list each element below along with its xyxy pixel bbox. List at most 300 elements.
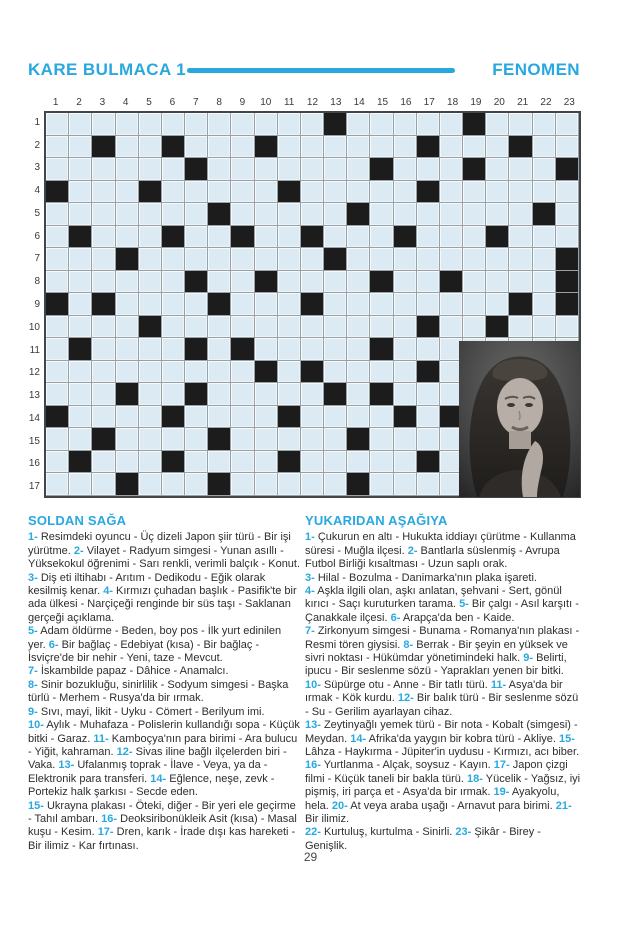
grid-cell[interactable]	[92, 248, 115, 271]
grid-cell[interactable]	[255, 451, 278, 474]
grid-cell[interactable]	[255, 316, 278, 339]
grid-cell[interactable]	[324, 451, 347, 474]
grid-cell[interactable]	[417, 203, 440, 226]
grid-cell[interactable]	[394, 338, 417, 361]
grid-cell[interactable]	[116, 203, 139, 226]
grid-cell[interactable]	[370, 136, 393, 159]
grid-cell[interactable]	[69, 406, 92, 429]
grid-cell[interactable]	[417, 293, 440, 316]
grid-cell[interactable]	[533, 136, 556, 159]
grid-cell[interactable]	[324, 406, 347, 429]
grid-cell[interactable]	[486, 136, 509, 159]
grid-cell[interactable]	[301, 203, 324, 226]
grid-cell[interactable]	[370, 248, 393, 271]
grid-cell[interactable]	[116, 226, 139, 249]
grid-cell[interactable]	[394, 158, 417, 181]
grid-cell[interactable]	[417, 248, 440, 271]
grid-cell[interactable]	[162, 361, 185, 384]
grid-cell[interactable]	[231, 158, 254, 181]
grid-cell[interactable]	[185, 316, 208, 339]
grid-cell[interactable]	[463, 226, 486, 249]
grid-cell[interactable]	[278, 158, 301, 181]
grid-cell[interactable]	[347, 158, 370, 181]
grid-cell[interactable]	[533, 271, 556, 294]
grid-cell[interactable]	[185, 203, 208, 226]
black-cell	[208, 473, 231, 496]
grid-cell[interactable]	[556, 226, 579, 249]
grid-cell[interactable]	[185, 473, 208, 496]
grid-cell[interactable]	[255, 293, 278, 316]
grid-cell[interactable]	[92, 181, 115, 204]
grid-cell[interactable]	[231, 293, 254, 316]
grid-cell[interactable]	[46, 248, 69, 271]
grid-cell[interactable]	[46, 338, 69, 361]
grid-cell[interactable]	[370, 293, 393, 316]
grid-cell[interactable]	[417, 158, 440, 181]
grid-cell[interactable]	[301, 158, 324, 181]
grid-cell[interactable]	[301, 473, 324, 496]
grid-cell[interactable]	[324, 361, 347, 384]
grid-cell[interactable]	[208, 451, 231, 474]
grid-cell[interactable]	[92, 203, 115, 226]
grid-cell[interactable]	[486, 181, 509, 204]
row-label: 9	[34, 298, 40, 310]
grid-cell[interactable]	[370, 181, 393, 204]
grid-cell[interactable]	[162, 383, 185, 406]
grid-cell[interactable]	[92, 113, 115, 136]
grid-cell[interactable]	[116, 338, 139, 361]
grid-cell[interactable]	[463, 248, 486, 271]
grid-cell[interactable]	[231, 248, 254, 271]
grid-cell[interactable]	[509, 316, 532, 339]
grid-cell[interactable]	[46, 383, 69, 406]
grid-cell[interactable]	[162, 338, 185, 361]
grid-cell[interactable]	[394, 293, 417, 316]
grid-cell[interactable]	[347, 361, 370, 384]
grid-cell[interactable]	[533, 181, 556, 204]
grid-cell[interactable]	[231, 136, 254, 159]
grid-cell[interactable]	[185, 293, 208, 316]
grid-cell[interactable]	[509, 226, 532, 249]
grid-cell[interactable]	[162, 428, 185, 451]
grid-cell[interactable]	[255, 248, 278, 271]
grid-cell[interactable]	[486, 158, 509, 181]
grid-cell[interactable]	[92, 473, 115, 496]
grid-cell[interactable]	[255, 181, 278, 204]
grid-cell[interactable]	[440, 293, 463, 316]
grid-cell[interactable]	[394, 248, 417, 271]
grid-cell[interactable]	[116, 406, 139, 429]
grid-cell[interactable]	[46, 271, 69, 294]
grid-cell[interactable]	[278, 113, 301, 136]
grid-cell[interactable]	[185, 451, 208, 474]
grid-cell[interactable]	[440, 113, 463, 136]
grid-cell[interactable]	[208, 383, 231, 406]
grid-cell[interactable]	[208, 113, 231, 136]
grid-cell[interactable]	[324, 136, 347, 159]
grid-cell[interactable]	[92, 158, 115, 181]
grid-cell[interactable]	[370, 316, 393, 339]
grid-cell[interactable]	[370, 473, 393, 496]
grid-cell[interactable]	[533, 158, 556, 181]
grid-cell[interactable]	[231, 361, 254, 384]
grid-cell[interactable]	[301, 406, 324, 429]
grid-cell[interactable]	[324, 203, 347, 226]
grid-cell[interactable]	[92, 271, 115, 294]
clue-number: 9-	[523, 652, 534, 665]
grid-cell[interactable]	[69, 181, 92, 204]
grid-cell[interactable]	[440, 136, 463, 159]
grid-cell[interactable]	[347, 383, 370, 406]
grid-cell[interactable]	[533, 248, 556, 271]
grid-cell[interactable]	[92, 406, 115, 429]
grid-cell[interactable]	[139, 136, 162, 159]
grid-cell[interactable]	[116, 158, 139, 181]
grid-cell[interactable]	[417, 271, 440, 294]
grid-cell[interactable]	[301, 248, 324, 271]
grid-cell[interactable]	[208, 271, 231, 294]
grid-cell[interactable]	[301, 271, 324, 294]
grid-cell[interactable]	[440, 226, 463, 249]
grid-cell[interactable]	[255, 383, 278, 406]
grid-cell[interactable]	[394, 113, 417, 136]
grid-cell[interactable]	[324, 293, 347, 316]
grid-cell[interactable]	[440, 181, 463, 204]
clue-number: 21-	[555, 799, 572, 812]
clue-number: 16-	[101, 812, 118, 825]
grid-cell[interactable]	[324, 338, 347, 361]
grid-cell[interactable]	[463, 181, 486, 204]
down-clues	[305, 531, 582, 853]
grid-cell[interactable]	[139, 451, 162, 474]
grid-cell[interactable]	[162, 316, 185, 339]
grid-cell[interactable]	[208, 136, 231, 159]
grid-cell[interactable]	[69, 271, 92, 294]
grid-cell[interactable]	[208, 406, 231, 429]
grid-cell[interactable]	[370, 406, 393, 429]
grid-cell[interactable]	[394, 383, 417, 406]
grid-cell[interactable]	[347, 338, 370, 361]
grid-cell[interactable]	[255, 428, 278, 451]
grid-cell[interactable]	[162, 181, 185, 204]
grid-cell[interactable]	[231, 271, 254, 294]
grid-cell[interactable]	[347, 451, 370, 474]
clue-number: 3-	[305, 571, 315, 584]
grid-cell[interactable]	[278, 316, 301, 339]
grid-cell[interactable]	[347, 406, 370, 429]
grid-cell[interactable]	[139, 293, 162, 316]
grid-cell[interactable]	[46, 226, 69, 249]
grid-cell[interactable]	[440, 316, 463, 339]
grid-cell[interactable]	[208, 226, 231, 249]
grid-cell[interactable]	[92, 383, 115, 406]
grid-cell[interactable]	[324, 226, 347, 249]
grid-cell[interactable]	[556, 203, 579, 226]
grid-cell[interactable]	[509, 248, 532, 271]
grid-cell[interactable]	[463, 271, 486, 294]
grid-cell[interactable]	[324, 316, 347, 339]
grid-cell[interactable]	[417, 113, 440, 136]
grid-cell[interactable]	[69, 136, 92, 159]
row-label: 8	[34, 276, 40, 288]
grid-cell[interactable]	[533, 316, 556, 339]
grid-cell[interactable]	[556, 136, 579, 159]
grid-cell[interactable]	[162, 113, 185, 136]
grid-cell[interactable]	[139, 158, 162, 181]
grid-cell[interactable]	[208, 361, 231, 384]
grid-cell[interactable]	[69, 428, 92, 451]
grid-cell[interactable]	[440, 203, 463, 226]
grid-cell[interactable]	[69, 383, 92, 406]
grid-cell[interactable]	[394, 271, 417, 294]
grid-cell[interactable]	[139, 361, 162, 384]
grid-cell[interactable]	[162, 271, 185, 294]
col-label: 23	[563, 97, 575, 108]
grid-cell[interactable]	[394, 136, 417, 159]
grid-cell[interactable]	[556, 316, 579, 339]
grid-cell[interactable]	[278, 428, 301, 451]
grid-cell[interactable]	[92, 226, 115, 249]
row-label: 14	[28, 412, 40, 424]
grid-cell[interactable]	[347, 226, 370, 249]
grid-cell[interactable]	[185, 361, 208, 384]
grid-cell[interactable]	[185, 248, 208, 271]
grid-cell[interactable]	[347, 113, 370, 136]
grid-cell[interactable]	[139, 428, 162, 451]
grid-cell[interactable]	[208, 338, 231, 361]
grid-cell[interactable]	[185, 406, 208, 429]
grid-cell[interactable]	[301, 136, 324, 159]
grid-cell[interactable]	[231, 428, 254, 451]
grid-cell[interactable]	[324, 181, 347, 204]
grid-cell[interactable]	[556, 181, 579, 204]
grid-cell[interactable]	[463, 316, 486, 339]
grid-cell[interactable]	[116, 293, 139, 316]
grid-cell[interactable]	[324, 158, 347, 181]
grid-cell[interactable]	[162, 248, 185, 271]
clue-number: 5-	[28, 625, 38, 638]
grid-cell[interactable]	[301, 451, 324, 474]
grid-cell[interactable]	[301, 181, 324, 204]
grid-cell[interactable]	[556, 113, 579, 136]
grid-cell[interactable]	[92, 361, 115, 384]
grid-cell[interactable]	[347, 181, 370, 204]
grid-cell[interactable]	[347, 271, 370, 294]
grid-cell[interactable]	[278, 136, 301, 159]
grid-cell[interactable]	[370, 361, 393, 384]
grid-cell[interactable]	[69, 361, 92, 384]
grid-cell[interactable]	[463, 203, 486, 226]
row-label: 2	[34, 139, 40, 151]
grid-cell[interactable]	[46, 428, 69, 451]
grid-cell[interactable]	[185, 181, 208, 204]
grid-cell[interactable]	[278, 248, 301, 271]
grid-cell[interactable]	[162, 473, 185, 496]
grid-cell[interactable]	[347, 136, 370, 159]
grid-cell[interactable]	[231, 316, 254, 339]
grid-cell[interactable]	[231, 406, 254, 429]
black-cell	[278, 181, 301, 204]
grid-cell[interactable]	[46, 473, 69, 496]
grid-cell[interactable]	[533, 226, 556, 249]
grid-cell[interactable]	[509, 181, 532, 204]
grid-cell[interactable]	[324, 428, 347, 451]
grid-cell[interactable]	[278, 361, 301, 384]
grid-cell[interactable]	[46, 203, 69, 226]
grid-cell[interactable]	[255, 158, 278, 181]
grid-cell[interactable]	[139, 383, 162, 406]
grid-cell[interactable]	[394, 181, 417, 204]
grid-cell[interactable]	[208, 158, 231, 181]
grid-cell[interactable]	[116, 136, 139, 159]
grid-cell[interactable]	[463, 136, 486, 159]
grid-cell[interactable]	[533, 293, 556, 316]
grid-cell[interactable]	[278, 271, 301, 294]
grid-cell[interactable]	[69, 203, 92, 226]
grid-cell[interactable]	[92, 316, 115, 339]
grid-cell[interactable]	[394, 361, 417, 384]
grid-cell[interactable]	[69, 158, 92, 181]
grid-cell[interactable]	[231, 113, 254, 136]
grid-cell[interactable]	[185, 428, 208, 451]
grid-cell[interactable]	[208, 316, 231, 339]
grid-cell[interactable]	[116, 271, 139, 294]
grid-cell[interactable]	[440, 248, 463, 271]
grid-cell[interactable]	[92, 338, 115, 361]
grid-cell[interactable]	[509, 158, 532, 181]
grid-cell[interactable]	[46, 451, 69, 474]
grid-cell[interactable]	[139, 473, 162, 496]
grid-cell[interactable]	[440, 158, 463, 181]
grid-cell[interactable]	[370, 203, 393, 226]
grid-cell[interactable]	[417, 338, 440, 361]
grid-cell[interactable]	[278, 203, 301, 226]
grid-cell[interactable]	[347, 293, 370, 316]
grid-cell[interactable]	[231, 473, 254, 496]
grid-cell[interactable]	[116, 451, 139, 474]
grid-cell[interactable]	[347, 248, 370, 271]
grid-cell[interactable]	[486, 271, 509, 294]
grid-cell[interactable]	[417, 383, 440, 406]
grid-cell[interactable]	[139, 113, 162, 136]
grid-cell[interactable]	[394, 451, 417, 474]
grid-cell[interactable]	[185, 113, 208, 136]
grid-cell[interactable]	[255, 226, 278, 249]
black-cell	[231, 226, 254, 249]
grid-cell[interactable]	[486, 293, 509, 316]
grid-cell[interactable]	[116, 181, 139, 204]
grid-cell[interactable]	[116, 316, 139, 339]
grid-cell[interactable]	[69, 473, 92, 496]
grid-cell[interactable]	[139, 271, 162, 294]
grid-cell[interactable]	[208, 248, 231, 271]
grid-cell[interactable]	[394, 473, 417, 496]
grid-cell[interactable]	[185, 226, 208, 249]
grid-cell[interactable]	[139, 338, 162, 361]
grid-cell[interactable]	[255, 338, 278, 361]
grid-cell[interactable]	[486, 203, 509, 226]
grid-cell[interactable]	[370, 428, 393, 451]
grid-cell[interactable]	[417, 473, 440, 496]
grid-cell[interactable]	[301, 316, 324, 339]
grid-cell[interactable]	[509, 113, 532, 136]
grid-cell[interactable]	[116, 428, 139, 451]
grid-cell[interactable]	[255, 203, 278, 226]
grid-cell[interactable]	[301, 338, 324, 361]
grid-cell[interactable]	[301, 113, 324, 136]
grid-cell[interactable]	[46, 113, 69, 136]
grid-cell[interactable]	[231, 203, 254, 226]
grid-cell[interactable]	[486, 113, 509, 136]
grid-cell[interactable]	[509, 271, 532, 294]
grid-cell[interactable]	[69, 316, 92, 339]
clue-number: 9-	[28, 705, 38, 718]
grid-cell[interactable]	[231, 181, 254, 204]
grid-cell[interactable]	[255, 406, 278, 429]
grid-cell[interactable]	[116, 361, 139, 384]
grid-cell[interactable]	[162, 158, 185, 181]
grid-cell[interactable]	[417, 428, 440, 451]
grid-cell[interactable]	[370, 226, 393, 249]
grid-cell[interactable]	[347, 316, 370, 339]
grid-cell[interactable]	[162, 203, 185, 226]
grid-cell[interactable]	[69, 248, 92, 271]
grid-cell[interactable]	[278, 473, 301, 496]
grid-cell[interactable]	[185, 136, 208, 159]
grid-cell[interactable]	[324, 473, 347, 496]
grid-cell[interactable]	[278, 293, 301, 316]
grid-cell[interactable]	[46, 316, 69, 339]
grid-cell[interactable]	[69, 293, 92, 316]
grid-cell[interactable]	[533, 113, 556, 136]
grid-cell[interactable]	[486, 248, 509, 271]
grid-cell[interactable]	[370, 113, 393, 136]
grid-cell[interactable]	[255, 113, 278, 136]
grid-cell[interactable]	[301, 428, 324, 451]
grid-cell[interactable]	[46, 361, 69, 384]
grid-cell[interactable]	[324, 271, 347, 294]
grid-cell[interactable]	[139, 226, 162, 249]
grid-cell[interactable]	[394, 203, 417, 226]
grid-cell[interactable]	[394, 428, 417, 451]
grid-cell[interactable]	[116, 113, 139, 136]
grid-cell[interactable]	[92, 451, 115, 474]
grid-cell[interactable]	[463, 293, 486, 316]
black-cell	[69, 338, 92, 361]
grid-cell[interactable]	[46, 136, 69, 159]
grid-cell[interactable]	[69, 113, 92, 136]
grid-cell[interactable]	[417, 226, 440, 249]
grid-cell[interactable]	[208, 181, 231, 204]
grid-cell[interactable]	[46, 158, 69, 181]
grid-cell[interactable]	[394, 316, 417, 339]
grid-cell[interactable]	[417, 406, 440, 429]
grid-cell[interactable]	[139, 248, 162, 271]
grid-cell[interactable]	[139, 203, 162, 226]
grid-cell[interactable]	[370, 451, 393, 474]
grid-cell[interactable]	[278, 226, 301, 249]
grid-cell[interactable]	[509, 203, 532, 226]
grid-cell[interactable]	[278, 383, 301, 406]
grid-cell[interactable]	[255, 473, 278, 496]
grid-cell[interactable]	[139, 406, 162, 429]
grid-cell[interactable]	[278, 338, 301, 361]
grid-cell[interactable]	[301, 383, 324, 406]
grid-cell[interactable]	[162, 293, 185, 316]
grid-cell[interactable]	[231, 451, 254, 474]
grid-cell[interactable]	[231, 383, 254, 406]
clue-text: Yücelik - Yağsız, iyi pişmiş, iri parça et - Asya'da bir ırmak.	[305, 772, 581, 799]
